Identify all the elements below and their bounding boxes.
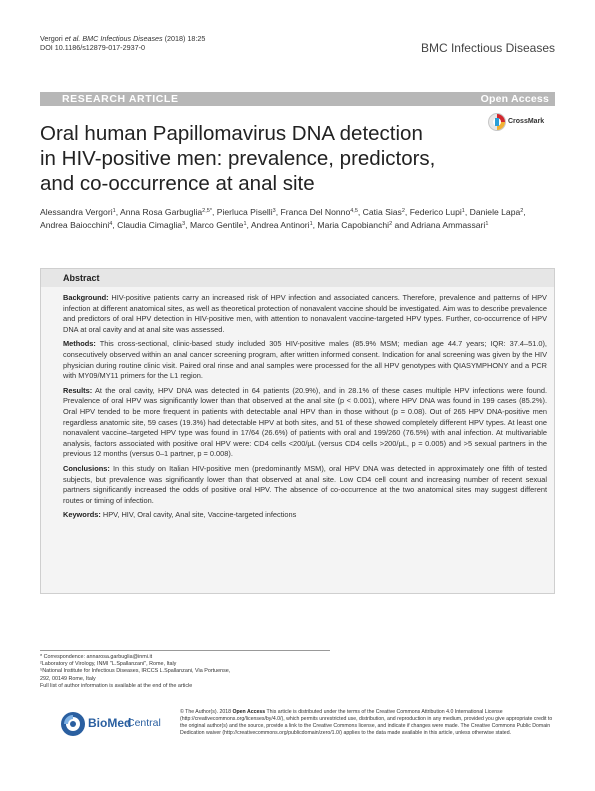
citation-journal: et al. BMC Infectious Diseases [64,34,163,43]
author-affiliation-sup: 4,5 [350,208,358,214]
affiliation: 292, 00149 Rome, Italy [40,675,96,682]
author-name[interactable]: Franca Del Nonno [280,207,351,217]
title-line: Oral human Papillomavirus DNA detection [40,122,423,145]
abstract-methods [63,339,547,381]
article-type-banner [40,92,555,106]
author-name[interactable]: Andrea Baiocchini [40,220,110,231]
author-info-note: Full list of author information is available at the end of the article [40,682,193,689]
section-label: Background: [63,293,109,302]
section-text: In this study on Italian HIV-positive men (predominantly MSM), oral HPV DNA was detected in approximately one fifth of tested subjects, but prevalence was significantly lower than that observed at anal site. Low CD4 cell count and increasing number of recent sexual partners significantly increased the odds of positive oral HPV. The absence of co-occurrence at the two anatomical sites may suggest different routes or timing of infection. [63,463,547,505]
article-type: RESEARCH ARTICLE [62,93,179,105]
author-name[interactable]: Alessandra Vergori [40,207,113,217]
logo-central: Central [127,717,161,729]
author-name[interactable]: Adriana Ammassari [410,220,486,231]
citation-year: (2018) 18:25 [162,34,206,43]
article-title [40,121,480,196]
abstract-heading: Abstract [41,269,554,287]
section-label: Methods: [63,339,96,349]
author-affiliation-sup: 2 [520,208,524,214]
citation-authors: Vergori [40,34,65,43]
author-name[interactable]: Federico Lupi [409,207,462,217]
biomed-central-logo [58,708,178,740]
section-text: At the oral cavity, HPV DNA was detected in 64 patients (20.9%), and in 28.1% of these cases multiple HPV infections were found. Prevalence of oral HPV was significantly lower than that observed at the anal site (p < 0.001), where HPV DNA was found in 199 cases (85.2%). Oral HPV tended to be more frequent in patients with detectable anal HPV than in those without (p = 0.08). Out of 265 HPV DNA-positive men regardless anatomic site, 59 cases (19.3%) had detectable HPV at both sites, and 51 of these showed completely different HPV types. At least one nonavalent vaccine–targeted HPV type was found in 17/64 (26.6%) of patients with oral and 199/260 (76.5%) with anal infection. At multivariable analysis, factors associated with positive oral HPV were: CD4 cells <200/μL (versus CD4 cells >200/μL, p = 0.005) and >5 sexual partners in the previous 12 months (versus 0–1 partner, p = 0.008). [63,385,547,459]
open-access-label: Open Access [480,93,549,105]
author-affiliation-sup: 1 [485,221,489,228]
abstract-results [63,386,547,460]
author-name[interactable]: Claudia Cimaglia [117,220,183,231]
section-text: This cross-sectional, clinic-based study included 305 HIV-positive males (85.9% MSM; median age 44.7 years; IQR: 37.4–51.0), consecutively observed within an anal cancer screening program, after written informed consent. Indication for anal screening was given by the HIV physician during routine clinic visit. Paired oral rinse and anal samples were processed for the all HPV genotypes with QIASYMPHONY and a PCR with MY09/MY11 primers for the L1 region. [63,339,547,381]
footnotes [40,650,330,690]
author-name[interactable]: Catia Sias [362,207,402,217]
author-name[interactable]: Andrea Antinori [250,220,310,231]
author-affiliation-sup: 3 [272,208,276,214]
section-text: HIV-positive patients carry an increased risk of HPV infection and associated cancers. Therefore, prevalence and patterns of HPV infection at different anatomical sites, as well as theoretical protection of nonavalent vaccine should be investigated. Aim was to describe prevalence and predictors of oral HPV detection in HIV-positive men, with attention to nonavalent vaccine-targeted HPV types. Further, co-occurrence of HPV DNA at oral cavity and at anal site was assessed. [63,293,547,334]
biomed-central-icon [60,711,86,737]
author-affiliation-sup: 2,5* [202,208,212,214]
author-affiliation-sup: 1 [461,208,465,214]
section-label: Results: [63,385,93,395]
keywords-label: Keywords: [63,510,101,520]
citation [40,34,205,52]
author-name[interactable]: Marco Gentile [189,220,244,231]
author-list: Alessandra Vergori$^1$, Anna Rosa Garbuglia$^{2,5*}$, Pierluca Piselli$^3$, Franca Del Nonno$^{4,5}$, Catia Sias$^2$, Federico Lupi$^1$, Daniele Lapa$^2$, Andrea Baiocchini$^4$, Claudia Cimaglia$^3$, Marco Gentile$^1$, Andrea Antinori$^1$, Maria Capobianchi$^2$ and Adriana Ammassari$^1$ [40,207,526,231]
author-affiliation-sup: 2 [389,221,393,228]
abstract-keywords [63,510,547,521]
author-name[interactable]: Maria Capobianchi [317,220,390,231]
logo-biomed: BioMed [88,716,132,730]
affiliation: ⁵National Institute for Infectious Diseases, IRCCS L.Spallanzani, Via Portuense, [40,668,231,675]
crossmark-icon [488,113,506,131]
author-affiliation-sup: 4 [109,221,113,228]
doi: DOI 10.1186/s12879-017-2937-0 [40,43,145,52]
author-affiliation-sup: 2 [401,208,405,214]
title-line: and co-occurrence at anal site [40,172,315,195]
section-label: Conclusions: [63,463,110,473]
correspondence: * Correspondence: annarosa.garbuglia@inmi.it [40,654,153,660]
copyright: © The Author(s). 2018 [180,709,233,715]
abstract-box [40,268,555,594]
affiliation: ²Laboratory of Virology, INMI "L.Spallanzani", Rome, Italy [40,661,177,668]
license-text [180,709,555,737]
author-name[interactable]: Anna Rosa Garbuglia [120,207,203,217]
keywords-text: HPV, HIV, Oral cavity, Anal site, Vaccine-targeted infections [100,510,297,520]
author-affiliation-sup: 1 [112,208,116,214]
abstract-background [63,293,547,335]
journal-name: BMC Infectious Diseases [420,41,555,55]
author-conjunction: and [394,220,411,231]
author-affiliation-sup: 3 [182,221,186,228]
author-name[interactable]: Pierluca Piselli [216,207,273,217]
open-access-inline: Open Access [232,709,266,715]
crossmark-badge[interactable] [486,112,556,132]
abstract-body [63,293,547,525]
title-line: in HIV-positive men: prevalence, predictors, [40,147,436,170]
author-affiliation-sup: 1 [309,221,313,228]
license-body: This article is distributed under the terms of the Creative Commons Attribution 4.0 International License (http://creativecommons.org/licenses/by/4.0/), which permits unrestricted use, distribution, and reproduction in any medium, provided you give appropriate credit to the original author(s) and the source, provide a link to the Creative Commons license, and indicate if changes were made. The Creative Commons Public Domain Dedication waiver (http://creativecommons.org/publicdomain/zero/1.0/) applies to the data made available in this article, unless otherwise stated. [180,709,553,736]
author-affiliation-sup: 1 [243,221,247,228]
author-name[interactable]: Daniele Lapa [469,207,521,217]
crossmark-label: CrossMark [508,118,545,125]
abstract-conclusions [63,464,547,506]
